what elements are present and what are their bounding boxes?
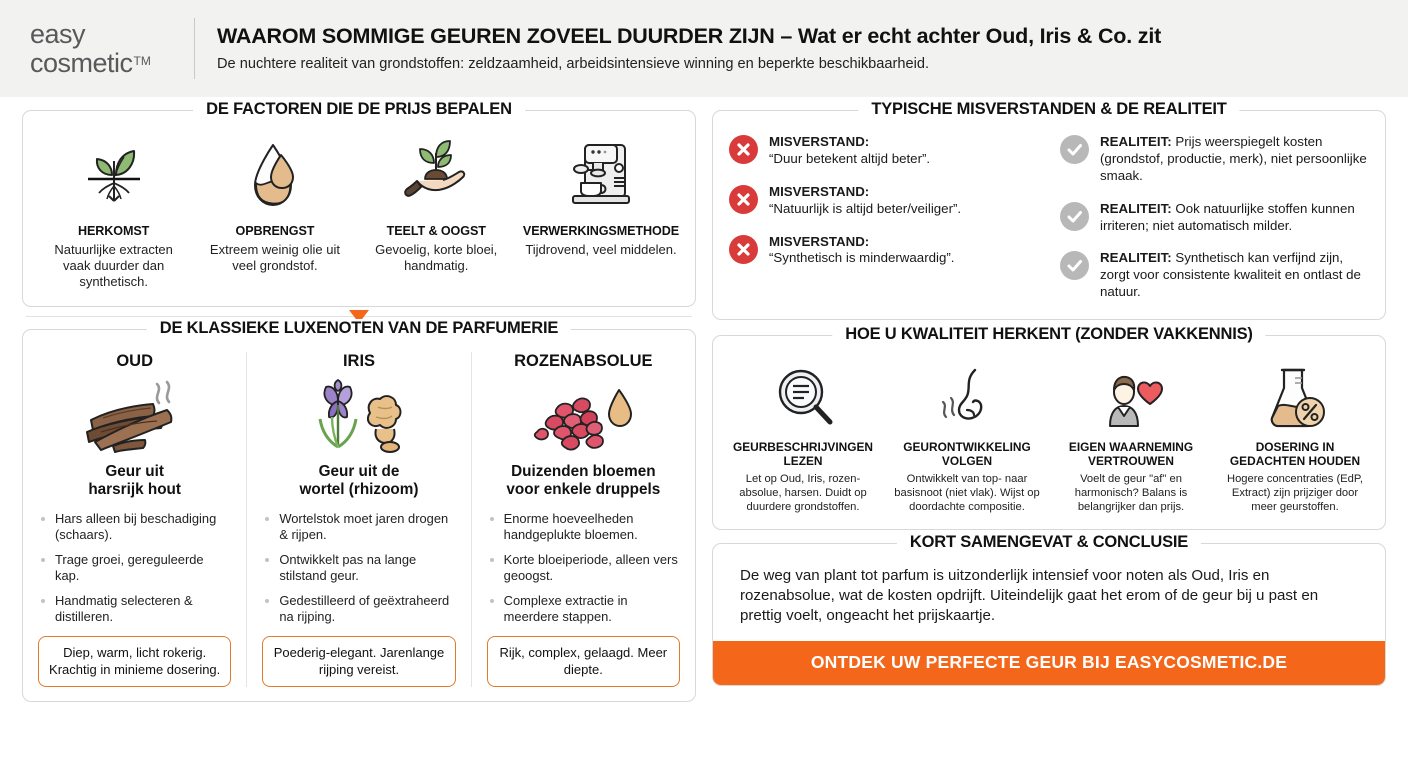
- note-bullet: Hars alleen bij beschadiging (schaars).: [38, 511, 231, 543]
- left-column: [22, 100, 696, 702]
- brand-logo[interactable]: [26, 20, 194, 77]
- reality-label: REALITEIT:: [1100, 250, 1172, 266]
- luxury-notes-panel: [22, 318, 696, 702]
- distillation-machine-icon: [523, 137, 679, 211]
- quality-panel-title: HOE U KWALITEIT HERKENT (ZONDER VAKKENNIS): [832, 325, 1265, 344]
- quality-heading: EIGEN WAARNEMING VERTROUWEN: [1068, 440, 1194, 469]
- reality-text: [1100, 250, 1369, 301]
- factor-item: [194, 137, 355, 290]
- note-bullet: Gedestilleerd of geëxtraheerd na rijping.: [262, 593, 455, 625]
- factor-heading: HERKOMST: [78, 224, 150, 238]
- note-card-rose: [471, 352, 695, 687]
- factor-text: Tijdrovend, veel middelen.: [525, 242, 677, 257]
- note-bullets: [487, 511, 680, 634]
- quality-heading: DOSERING IN GEDACHTEN HOUDEN: [1229, 440, 1361, 469]
- content-columns: [0, 97, 1408, 702]
- flask-percent-icon: [1220, 360, 1370, 430]
- note-heading: OUD: [116, 351, 153, 370]
- note-bullet: Wortelstok moet jaren drogen & rijpen.: [262, 511, 455, 543]
- factor-item: [517, 137, 685, 290]
- conclusion-body: [713, 544, 1385, 685]
- iris-rhizome-icon: [262, 373, 455, 459]
- note-subtitle: Geur uit de wortel (rhizoom): [299, 462, 419, 498]
- factor-text: Natuurlijke extracten vaak duurder dan synthetisch.: [54, 242, 173, 289]
- factor-heading: VERWERKINGSMETHODE: [522, 224, 679, 238]
- factor-text: Gevoelig, korte bloei, handmatig.: [375, 242, 498, 273]
- note-bullets: [262, 511, 455, 634]
- reality-label: REALITEIT:: [1100, 134, 1172, 149]
- logo-line-2: cosmetic: [30, 47, 133, 78]
- reality-body: Prijs weerspiegelt kosten (grondstof, productie, merk), niet persoonlijke smaak.: [1100, 134, 1367, 183]
- note-heading: IRIS: [342, 351, 376, 370]
- note-summary-box: Poederig-elegant. Jarenlange rijping vereist.: [262, 636, 455, 687]
- myth-body: “Synthetisch is minderwaardig”.: [769, 250, 955, 266]
- cta-button[interactable]: ONTDEK UW PERFECTE GEUR BIJ EASYCOSMETIC.DE: [713, 641, 1385, 685]
- reality-label: REALITEIT:: [1100, 200, 1172, 216]
- x-circle-icon: [729, 235, 758, 264]
- myths-panel: [712, 100, 1386, 320]
- quality-heading: GEURONTWIKKELING VOLGEN: [903, 440, 1031, 469]
- quality-text: Ontwikkelt van top- naar basisnoot (niet vlak). Wijst op doordachte compositie.: [894, 473, 1040, 513]
- nose-scent-icon: [892, 360, 1042, 430]
- factors-panel-title: DE FACTOREN DIE DE PRIJS BEPALEN: [193, 100, 525, 119]
- reality-text: [1100, 201, 1369, 235]
- hand-plant-icon: [362, 137, 511, 211]
- rose-petals-drop-icon: [487, 373, 680, 459]
- logo-trademark: TM: [133, 54, 151, 69]
- magnifier-document-icon: [728, 360, 878, 430]
- note-subtitle: Duizenden bloemen voor enkele druppels: [506, 462, 661, 498]
- myth-body: “Duur betekent altijd beter”.: [769, 150, 931, 166]
- header-text-block: [195, 24, 1161, 73]
- myth-row: [729, 134, 1038, 168]
- myth-body: “Natuurlijk is altijd beter/veiliger”.: [769, 200, 962, 216]
- quality-item: [885, 360, 1049, 515]
- notes-panel-title: DE KLASSIEKE LUXENOTEN VAN DE PARFUMERIE: [147, 319, 571, 338]
- seedling-roots-icon: [39, 137, 188, 211]
- factor-item: [33, 137, 194, 290]
- myth-row: [729, 234, 1038, 268]
- reality-row: [1060, 134, 1369, 185]
- page-header: [0, 0, 1408, 97]
- reality-body: Synthetisch kan verfijnd zijn, zorgt voor consistente kwaliteit en ontlast de natuur.: [1100, 250, 1361, 300]
- note-subtitle: Geur uit harsrijk hout: [88, 462, 181, 498]
- check-circle-icon: [1060, 202, 1089, 231]
- myths-column-left: [729, 134, 1038, 305]
- oil-droplet-icon: [200, 137, 349, 211]
- myths-grid: [713, 111, 1385, 319]
- note-heading: ROZENABSOLUE: [514, 351, 653, 370]
- check-circle-icon: [1060, 135, 1089, 164]
- myth-text: [769, 134, 930, 168]
- myth-label: MISVERSTAND:: [769, 134, 870, 149]
- myth-label: MISVERSTAND:: [769, 233, 870, 249]
- quality-item: [1049, 360, 1213, 515]
- note-bullet: Enorme hoeveelheden handgeplukte bloemen.: [487, 511, 680, 543]
- right-column: [712, 100, 1386, 702]
- factor-heading: TEELT & OOGST: [386, 224, 486, 238]
- note-summary-box: Diep, warm, licht rokerig. Krachtig in minieme dosering.: [38, 636, 231, 687]
- note-bullet: Complexe extractie in meerdere stappen.: [487, 593, 680, 625]
- person-heart-icon: [1056, 360, 1206, 430]
- myth-text: [769, 184, 961, 218]
- page-title: WAAROM SOMMIGE GEUREN ZOVEEL DUURDER ZIJN – Wat er echt achter Oud, Iris & Co. zit: [217, 23, 1162, 48]
- quality-text: Voelt de geur "af" en harmonisch? Balans is belangrijker dan prijs.: [1074, 473, 1188, 513]
- reality-row: [1060, 201, 1369, 235]
- myth-text: [769, 234, 955, 268]
- oud-wood-icon: [38, 373, 231, 459]
- page-subtitle: De nuchtere realiteit van grondstoffen: zeldzaamheid, arbeidsintensieve winning en beperkte beschikbaarheid.: [217, 55, 930, 72]
- note-bullet: Trage groei, gereguleerde kap.: [38, 552, 231, 584]
- reality-row: [1060, 250, 1369, 301]
- factor-text: Extreem weinig olie uit veel grondstof.: [209, 242, 340, 273]
- factors-panel: [22, 100, 696, 307]
- reality-text: [1100, 134, 1369, 185]
- note-bullets: [38, 511, 231, 634]
- factor-item: [356, 137, 517, 290]
- note-card-iris: [246, 352, 470, 687]
- note-bullet: Korte bloeiperiode, alleen vers geoogst.: [487, 552, 680, 584]
- quality-list: [713, 336, 1385, 529]
- quality-text: Let op Oud, Iris, rozen-absolue, harsen. Duidt op duurdere grondstoffen.: [739, 473, 867, 513]
- myth-label: MISVERSTAND:: [769, 183, 870, 199]
- myth-row: [729, 184, 1038, 218]
- quality-heading: GEURBESCHRIJVINGEN LEZEN: [732, 440, 874, 469]
- myths-column-right: [1060, 134, 1369, 305]
- x-circle-icon: [729, 185, 758, 214]
- quality-panel: [712, 325, 1386, 530]
- myths-panel-title: TYPISCHE MISVERSTANDEN & DE REALITEIT: [858, 100, 1239, 119]
- conclusion-panel: [712, 532, 1386, 686]
- factor-heading: OPBRENGST: [235, 224, 315, 238]
- notes-list: [23, 330, 695, 701]
- quality-text: Hogere concentraties (EdP, Extract) zijn prijziger door meer geurstoffen.: [1227, 473, 1363, 513]
- note-summary-box: Rijk, complex, gelaagd. Meer diepte.: [487, 636, 680, 687]
- note-bullet: Handmatig selecteren & distilleren.: [38, 593, 231, 625]
- note-card-oud: [23, 352, 246, 687]
- x-circle-icon: [729, 135, 758, 164]
- note-bullet: Ontwikkelt pas na lange stilstand geur.: [262, 552, 455, 584]
- conclusion-text: De weg van plant tot parfum is uitzonderlijk intensief voor noten als Oud, Iris en rozenabsolue, wat de kosten opdrijft. Uiteindelijk gaat het erom of de geur bij u past en prettig voelt, ongeacht het prijskaartje.: [740, 566, 1319, 624]
- factors-list: [23, 111, 695, 306]
- check-circle-icon: [1060, 251, 1089, 280]
- reality-body: Ook natuurlijke stoffen kunnen irriteren; niet automatisch milder.: [1100, 200, 1355, 233]
- quality-item: [721, 360, 885, 515]
- conclusion-panel-title: KORT SAMENGEVAT & CONCLUSIE: [897, 533, 1201, 552]
- logo-line-1: easy: [30, 18, 86, 49]
- quality-item: [1213, 360, 1377, 515]
